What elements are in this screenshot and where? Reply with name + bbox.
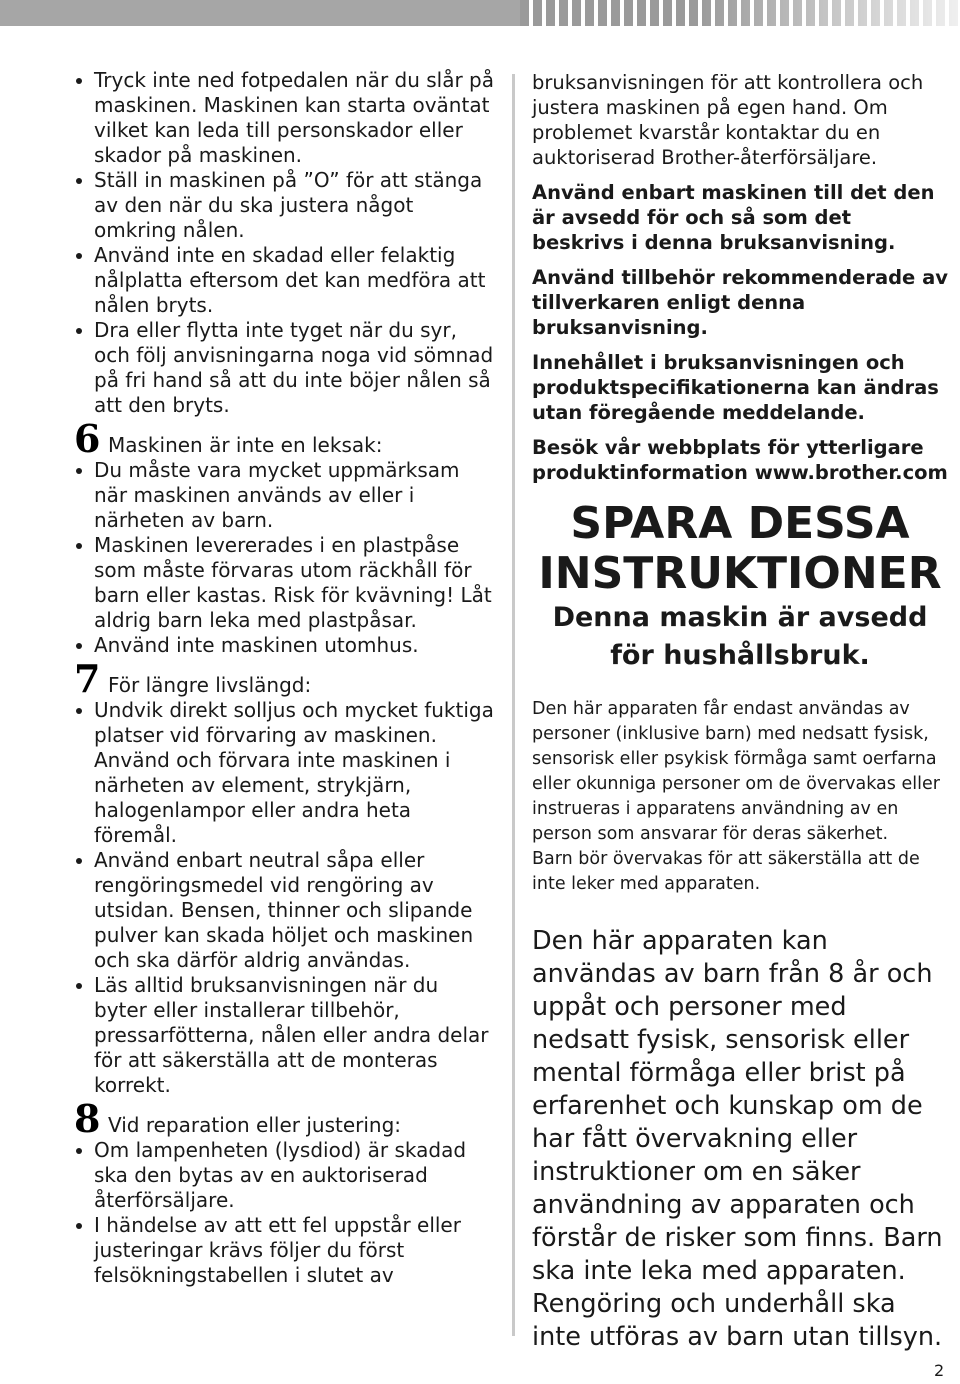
save-instructions-heading-2: INSTRUKTIONER bbox=[538, 548, 942, 599]
bullet-item: Dra eller flytta inte tyget när du syr, och följ anvisningarna noga vid sömnad på fri hand så att du inte böjer nålen så att den bryts. bbox=[74, 318, 494, 418]
bullet-item: Undvik direkt solljus och mycket fuktiga platser vid förvaring av maskinen. Använd och förvara inte maskinen i närheten av element, strykjärn, halogenlampor eller andra heta föremål. bbox=[74, 698, 494, 848]
bullet-item: Använd inte maskinen utomhus. bbox=[74, 633, 494, 658]
left-column bbox=[74, 68, 494, 1288]
children-paragraph: Barn bör övervakas för att säkerställa att de inte leker med apparaten. bbox=[532, 849, 920, 894]
section-8-heading bbox=[74, 1096, 494, 1141]
bold-note: Besök vår webbplats för ytterligare produktinformation www.brother.com bbox=[532, 436, 948, 484]
header-bar bbox=[0, 0, 960, 26]
bullet-item: I händelse av att ett fel uppstår eller justeringar krävs följer du först felsökningstabellen i slutet av bbox=[74, 1213, 494, 1288]
section-6-bullet-list bbox=[74, 458, 494, 658]
household-use-line-2: för hushållsbruk. bbox=[610, 640, 870, 671]
bullet-item: Maskinen levererades i en plastpåse som måste förvaras utom räckhåll för barn eller kastas. Risk för kvävning! Låt aldrig barn leka med plastpåsar. bbox=[74, 533, 494, 633]
section-7-heading bbox=[74, 656, 494, 701]
bold-note: Använd enbart maskinen till det den är avsedd för och så som det beskrivs i denna bruksanvisning. bbox=[532, 181, 935, 254]
section-7-bullet-list bbox=[74, 698, 494, 1098]
header-bar-solid bbox=[0, 0, 520, 26]
section-number: 8 bbox=[74, 1096, 101, 1141]
right-column bbox=[532, 70, 948, 1354]
bullet-item: Du måste vara mycket uppmärksam när maskinen används av eller i närheten av barn. bbox=[74, 458, 494, 533]
bullet-item: Använd inte en skadad eller felaktig nålplatta eftersom det kan medföra att nålen bryts. bbox=[74, 243, 494, 318]
section-number: 6 bbox=[74, 416, 101, 461]
continuation-text: bruksanvisningen för att kontrollera och justera maskinen på egen hand. Om problemet kvarstår kontaktar du en auktoriserad Brother-återförsäljare. bbox=[532, 71, 924, 169]
section-title: För längre livslängd: bbox=[108, 673, 312, 697]
bullet-item: Tryck inte ned fotpedalen när du slår på maskinen. Maskinen kan starta oväntat vilket kan leda till personskador eller skador på maskinen. bbox=[74, 68, 494, 168]
section-8-bullet-list bbox=[74, 1138, 494, 1288]
bullet-item: Om lampenheten (lysdiod) är skadad ska den bytas av en auktoriserad återförsäljare. bbox=[74, 1138, 494, 1213]
bold-note: Innehållet i bruksanvisningen och produktspecifikationerna kan ändras utan föregående meddelande. bbox=[532, 351, 939, 424]
bullet-item: Ställ in maskinen på ”O” för att stänga av den när du ska justera något omkring nålen. bbox=[74, 168, 494, 243]
section-title: Vid reparation eller justering: bbox=[108, 1113, 402, 1137]
intro-bullet-list bbox=[74, 68, 494, 418]
household-use-line: Denna maskin är avsedd bbox=[552, 602, 928, 633]
children-warning-paragraph: Den här apparaten kan användas av barn från 8 år och uppåt och personer med nedsatt fysisk, sensorisk eller mental förmåga eller brist på erfarenhet och kunskap om de har fått övervakning eller instruktioner om en säker användning av apparaten och förstår de risker som finns. Barn ska inte leka med apparaten. Rengöring och underhåll ska inte utföras av barn utan tillsyn. bbox=[532, 926, 943, 1352]
section-title: Maskinen är inte en leksak: bbox=[108, 433, 383, 457]
section-6-heading bbox=[74, 416, 494, 461]
section-number: 7 bbox=[74, 656, 101, 701]
bold-note: Använd tillbehör rekommenderade av tillverkaren enligt denna bruksanvisning. bbox=[532, 266, 948, 339]
column-divider bbox=[512, 74, 515, 1336]
bullet-item: Använd enbart neutral såpa eller rengöringsmedel vid rengöring av utsidan. Bensen, thinner och slipande pulver kan skada höljet och maskinen och ska därför aldrig användas. bbox=[74, 848, 494, 973]
bullet-item: Läs alltid bruksanvisningen när du byter eller installerar tillbehör, pressarfötterna, nålen eller andra delar för att säkerställa att de monteras korrekt. bbox=[74, 973, 494, 1098]
usage-paragraph: Den här apparaten får endast användas av personer (inklusive barn) med nedsatt fysisk, sensorisk eller psykisk förmåga samt oerfarna eller okunniga personer om de övervakas eller instrueras i apparatens användning av en person som ansvarar för deras säkerhet. bbox=[532, 699, 940, 844]
header-bar-stripes bbox=[520, 0, 960, 26]
page-number: 2 bbox=[934, 1361, 945, 1380]
save-instructions-heading: SPARA DESSA bbox=[570, 498, 910, 549]
